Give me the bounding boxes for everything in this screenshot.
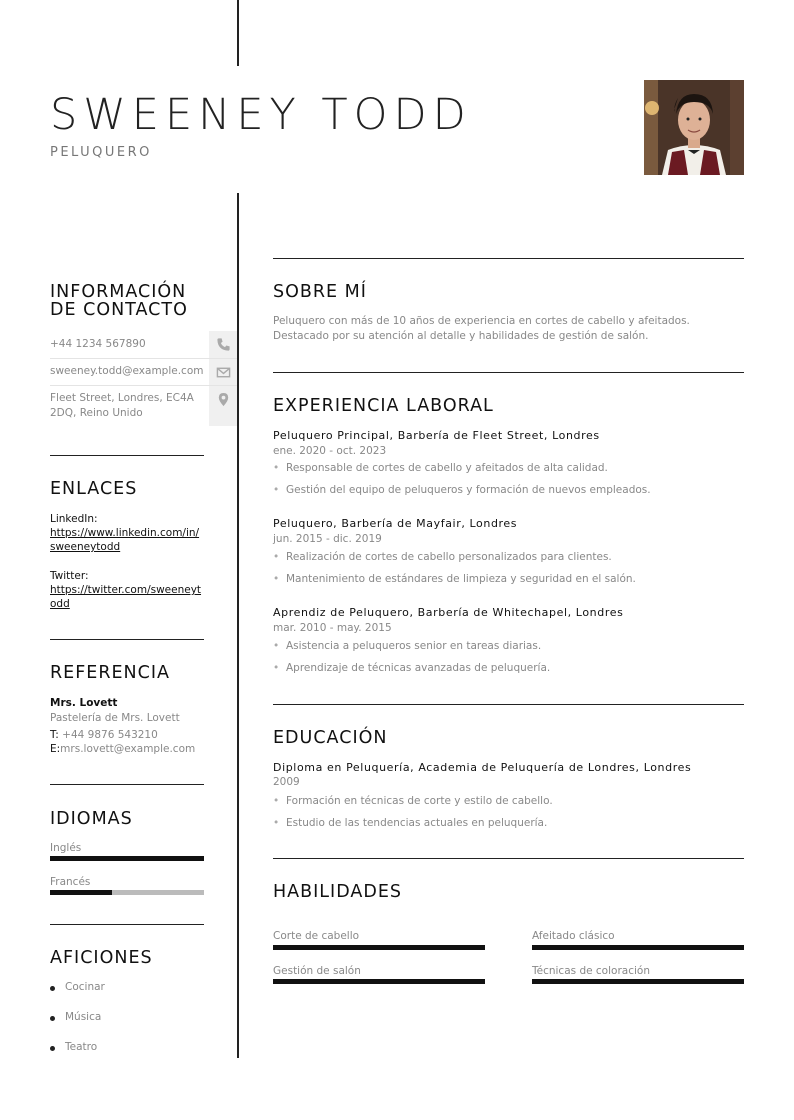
section-divider [273, 858, 744, 859]
section-divider [273, 372, 744, 373]
education-bullet-text: Estudio de las tendencias actuales en peluquería. [286, 817, 548, 829]
about-text: Peluquero con más de 10 años de experiencia en cortes de cabello y afeitados. Destacado por su atención al detalle y habilidades de gestión de salón. [273, 315, 690, 342]
twitter-label: Twitter: [50, 570, 89, 582]
contact-heading-line2: DE CONTACTO [50, 300, 188, 320]
education-heading: EDUCACIÓN [273, 728, 388, 748]
skill-name: Gestión de salón [273, 965, 361, 977]
education-bullet-text: Formación en técnicas de corte y estilo de cabello. [286, 795, 553, 807]
contact-divider [50, 358, 237, 359]
experience-heading: EXPERIENCIA LABORAL [273, 396, 494, 416]
section-divider [50, 784, 204, 785]
phone-icon [216, 337, 231, 352]
linkedin-link[interactable]: https://www.linkedin.com/in/sweeneytodd [50, 527, 200, 553]
section-divider [50, 639, 204, 640]
job-bullet-text: Responsable de cortes de cabello y afeitados de alta calidad. [286, 462, 608, 474]
bullet-dot [50, 1016, 55, 1021]
section-divider [50, 455, 204, 456]
candidate-title: PELUQUERO [50, 145, 152, 160]
linkedin-label: LinkedIn: [50, 513, 98, 525]
links-heading: ENLACES [50, 479, 138, 499]
section-divider [273, 704, 744, 705]
contact-phone: +44 1234 567890 [50, 338, 146, 350]
job-title: Peluquero Principal, Barbería de Fleet Street, Londres [273, 429, 600, 442]
reference-phone-label: T: [50, 729, 59, 741]
candidate-name: SWEENEY TODD [50, 90, 472, 140]
language-name: Inglés [50, 842, 82, 854]
job-bullet-text: Asistencia a peluqueros senior en tareas diarias. [286, 640, 542, 652]
job-bullet: • Gestión del equipo de peluqueros y formación de nuevos empleados. [273, 484, 651, 496]
hobby-item: Música [65, 1011, 102, 1023]
skill-level-bar [532, 979, 744, 984]
reference-email-row [50, 742, 210, 756]
hobby-item: Teatro [65, 1041, 98, 1053]
reference-company: Pastelería de Mrs. Lovett [50, 712, 180, 724]
reference-phone-row [50, 728, 210, 742]
section-divider [50, 924, 204, 925]
job-bullet-text: Aprendizaje de técnicas avanzadas de peluquería. [286, 662, 551, 674]
column-divider-line [237, 193, 239, 1058]
job-title: Aprendiz de Peluquero, Barbería de Whitechapel, Londres [273, 606, 624, 619]
language-level-bar [50, 890, 204, 895]
skill-level-bar [532, 945, 744, 950]
about-heading: SOBRE MÍ [273, 282, 367, 302]
job-bullet: • Mantenimiento de estándares de limpieza y seguridad en el salón. [273, 573, 636, 585]
skill-level-fill [532, 945, 744, 950]
job-title: Peluquero, Barbería de Mayfair, Londres [273, 517, 518, 530]
contact-heading [50, 283, 188, 319]
job-bullet-text: Realización de cortes de cabello personalizados para clientes. [286, 551, 612, 563]
job-bullet: • Realización de cortes de cabello personalizados para clientes. [273, 551, 612, 563]
reference-email-label: E: [50, 743, 61, 755]
language-level-fill [50, 890, 112, 895]
language-level-bar [50, 856, 204, 861]
hobbies-heading: AFICIONES [50, 948, 153, 968]
job-dates: mar. 2010 - may. 2015 [273, 622, 392, 634]
hobby-item: Cocinar [65, 981, 105, 993]
skill-name: Técnicas de coloración [532, 965, 650, 977]
skill-level-fill [532, 979, 744, 984]
skill-level-bar [273, 979, 485, 984]
reference-phone: +44 9876 543210 [62, 729, 158, 741]
education-bullet: • Formación en técnicas de corte y estilo de cabello. [273, 795, 553, 807]
contact-email: sweeney.todd@example.com [50, 365, 204, 377]
reference-email: mrs.lovett@example.com [60, 743, 196, 755]
section-divider [273, 258, 744, 259]
location-pin-icon [216, 392, 231, 407]
job-bullet: • Asistencia a peluqueros senior en tareas diarias. [273, 640, 542, 652]
skills-heading: HABILIDADES [273, 882, 402, 902]
contact-heading-line1: INFORMACIÓN [50, 282, 187, 302]
skill-level-fill [273, 945, 485, 950]
contact-address: Fleet Street, Londres, EC4A 2DQ, Reino Unido [50, 392, 194, 419]
top-divider-line [237, 0, 239, 66]
education-bullet: • Estudio de las tendencias actuales en peluquería. [273, 817, 548, 829]
contact-divider [50, 385, 237, 386]
profile-photo [644, 80, 744, 175]
envelope-icon [216, 365, 231, 380]
job-bullet-text: Mantenimiento de estándares de limpieza y seguridad en el salón. [286, 573, 636, 585]
skill-level-bar [273, 945, 485, 950]
language-level-fill [50, 856, 204, 861]
skill-level-fill [273, 979, 485, 984]
bullet-dot [50, 986, 55, 991]
bullet-dot [50, 1046, 55, 1051]
job-bullet-text: Gestión del equipo de peluqueros y formación de nuevos empleados. [286, 484, 651, 496]
education-year: 2009 [273, 776, 300, 788]
languages-heading: IDIOMAS [50, 809, 133, 829]
twitter-link[interactable]: https://twitter.com/sweeneytodd [50, 584, 202, 610]
job-bullet: • Responsable de cortes de cabello y afeitados de alta calidad. [273, 462, 608, 474]
skill-name: Corte de cabello [273, 930, 360, 942]
skill-name: Afeitado clásico [532, 930, 615, 942]
job-dates: jun. 2015 - dic. 2019 [273, 533, 382, 545]
reference-name: Mrs. Lovett [50, 697, 118, 709]
education-title: Diploma en Peluquería, Academia de Peluquería de Londres, Londres [273, 761, 692, 774]
reference-heading: REFERENCIA [50, 663, 170, 683]
job-bullet: • Aprendizaje de técnicas avanzadas de peluquería. [273, 662, 551, 674]
job-dates: ene. 2020 - oct. 2023 [273, 445, 387, 457]
language-name: Francés [50, 876, 91, 888]
